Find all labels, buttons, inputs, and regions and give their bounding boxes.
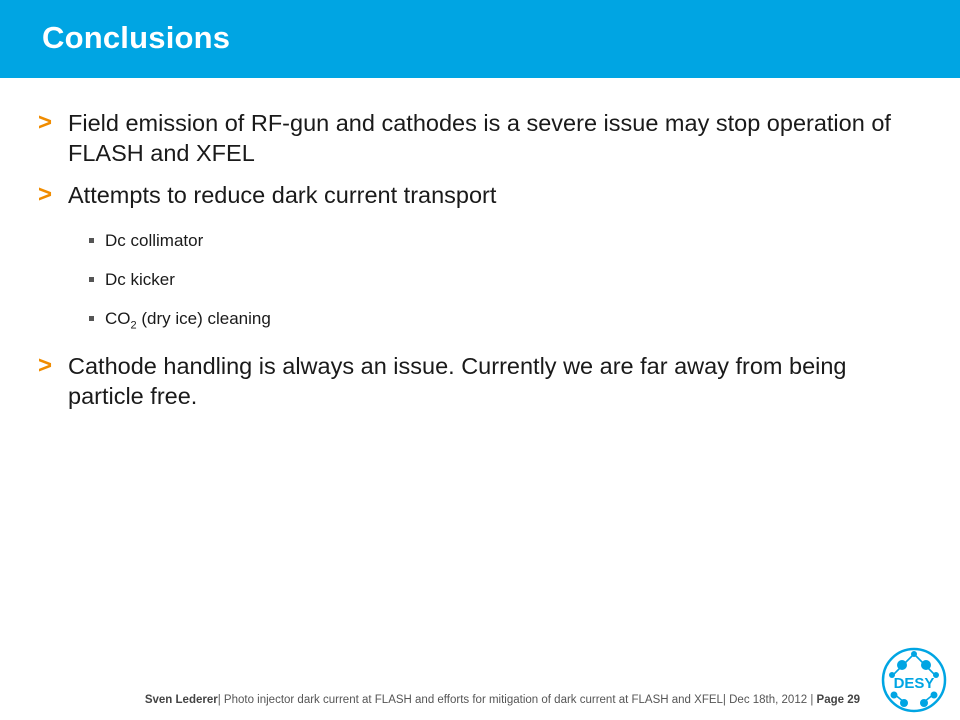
title-bar — [0, 0, 960, 78]
footer-sep: | — [810, 694, 814, 706]
subbullet-text: Dc collimator — [105, 231, 204, 250]
logo-text: DESY — [893, 675, 935, 692]
subbullet-dc-collimator — [38, 230, 918, 252]
bullet-field-emission — [38, 108, 918, 168]
bullet-text: Attempts to reduce dark current transport — [68, 182, 497, 208]
chevron-bullet-icon: > — [38, 352, 53, 380]
subbullet-text: Dc kicker — [105, 270, 175, 289]
footer-talk-title: Photo injector dark current at FLASH and efforts for mitigation of dark current at FLASH and XFEL — [220, 694, 723, 706]
footer-author: Sven Lederer — [144, 694, 218, 706]
bullet-cathode-handling — [38, 351, 918, 411]
chevron-bullet-icon: > — [38, 109, 53, 136]
subbullet-subscript: 2 — [130, 319, 137, 332]
footer-date: Dec 18th, 2012 — [725, 694, 811, 706]
chevron-bullet-icon: > — [38, 181, 53, 208]
desy-logo-icon — [880, 646, 948, 714]
bullet-text: Cathode handling is always an issue. Currently we are far away from being particle free. — [68, 353, 847, 410]
footer-sep: | — [722, 694, 726, 706]
footer-page-number: Page 29 — [813, 694, 860, 706]
subbullet-text-pre: CO — [105, 309, 131, 328]
slide-content — [38, 108, 918, 411]
footer-sep: | — [217, 694, 221, 706]
subbullet-co2-cleaning — [38, 308, 918, 336]
bullet-text: Field emission of RF-gun and cathodes is a severe issue may stop operation of FLASH and XFEL — [68, 110, 891, 166]
footer — [90, 694, 860, 706]
slide-title: Conclusions — [42, 20, 231, 55]
subbullet-text-post: (dry ice) cleaning — [136, 309, 271, 328]
square-bullet-icon — [89, 238, 94, 243]
square-bullet-icon — [89, 277, 94, 282]
subbullet-dc-kicker — [38, 269, 918, 291]
bullet-dark-current — [38, 180, 918, 210]
square-bullet-icon — [89, 316, 94, 321]
